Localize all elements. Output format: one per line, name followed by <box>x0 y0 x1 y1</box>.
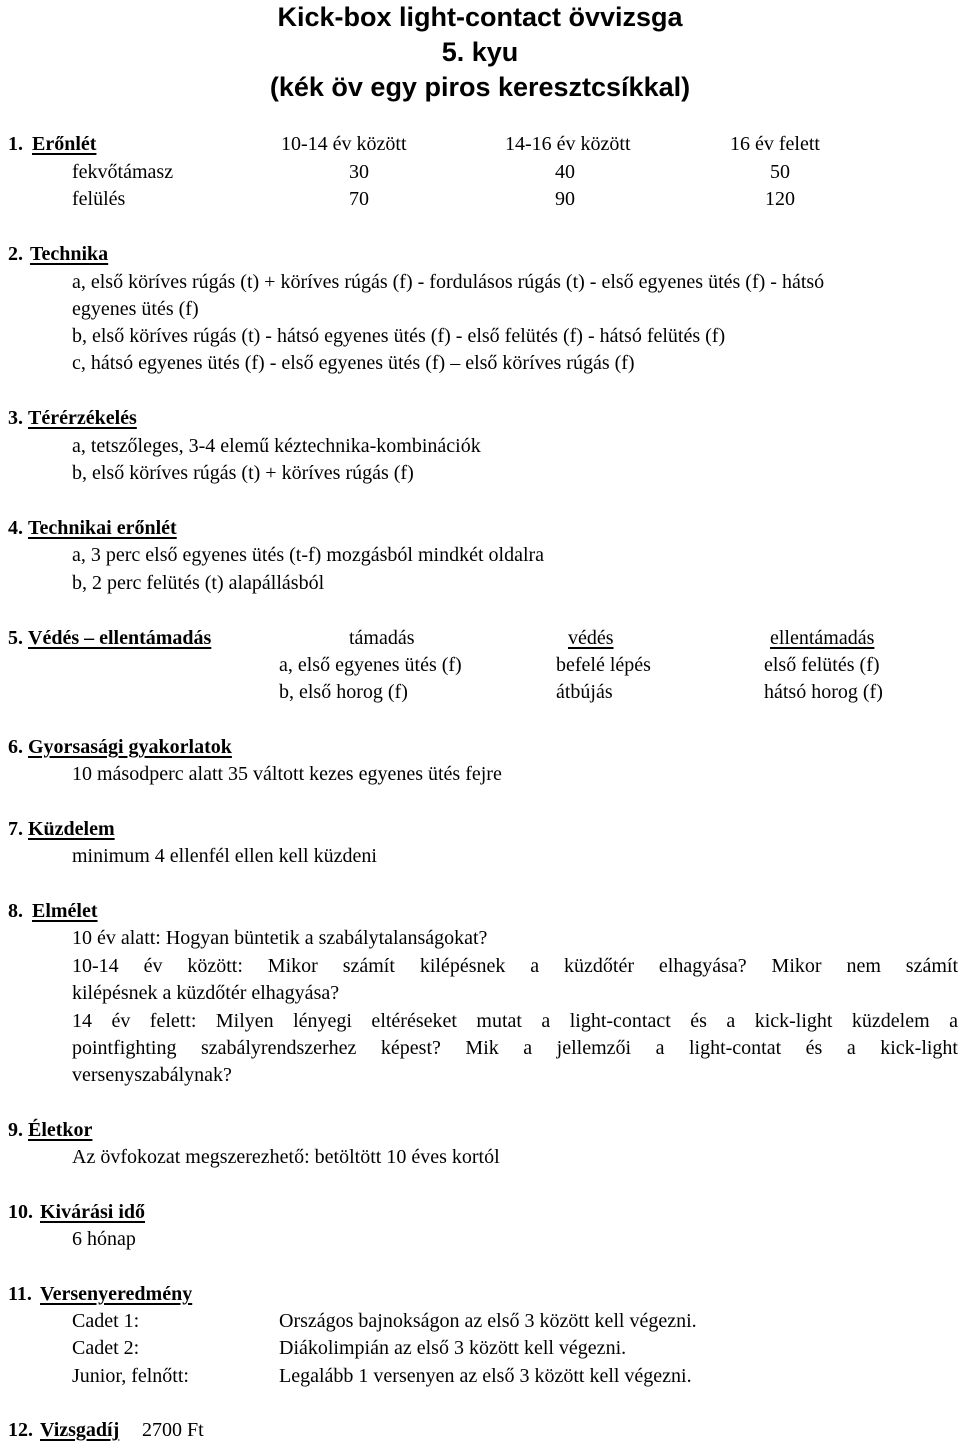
section-5-heading: Védés – ellentámadás <box>28 627 212 649</box>
section-1-row-value: 90 <box>555 188 575 210</box>
section-8-line-3-cont: pointfighting szabályrendszerhez képest? Mik a jellemzői a light-contat és a kick-light <box>72 1037 958 1059</box>
section-5-col-defense: védés <box>568 627 614 649</box>
section-6-heading: Gyorsasági gyakorlatok <box>28 736 232 758</box>
section-6-text: 10 másodperc alatt 35 váltott kezes egyenes ütés fejre <box>72 763 502 785</box>
section-1-row-value: 120 <box>765 188 795 210</box>
section-8-line-1: 10 év alatt: Hogyan büntetik a szabálytalanságokat? <box>72 927 488 949</box>
section-3-number: 3. <box>8 407 23 429</box>
section-5-col-attack: támadás <box>349 627 415 649</box>
section-1-col-1: 10-14 év között <box>281 133 407 155</box>
section-1-number: 1. <box>8 133 23 155</box>
section-11-row-label: Junior, felnőtt: <box>72 1365 189 1387</box>
section-5-row-defense: befelé lépés <box>556 654 651 676</box>
section-7-heading: Küzdelem <box>28 818 115 840</box>
section-1-col-3: 16 év felett <box>730 133 820 155</box>
page-subtitle-belt: (kék öv egy piros keresztcsíkkal) <box>269 72 691 102</box>
section-4-item-b: b, 2 perc felütés (t) alapállásból <box>72 572 325 594</box>
section-9-number: 9. <box>8 1119 23 1141</box>
section-5-row-attack: b, első horog (f) <box>279 681 408 703</box>
section-8-line-3-end: versenyszabálynak? <box>72 1064 232 1086</box>
section-8-line-2: 10-14 év között: Mikor számít kilépésnek a küzdőtér elhagyása? Mikor nem számít <box>72 955 958 977</box>
section-1-row-label: fekvőtámasz <box>72 161 174 183</box>
section-1-heading: Erőnlét <box>32 133 97 155</box>
section-10-text: 6 hónap <box>72 1228 136 1250</box>
section-4-number: 4. <box>8 517 23 539</box>
section-1-row-label: felülés <box>72 188 126 210</box>
section-9-text: Az övfokozat megszerezhető: betöltött 10 éves kortól <box>72 1146 500 1168</box>
section-5-row-counter: első felütés (f) <box>764 654 880 676</box>
section-11-row-text: Diákolimpián az első 3 között kell végezni. <box>279 1337 627 1359</box>
section-8-line-3: 14 év felett: Milyen lényegi eltéréseket mutat a light-contact és a kick-light küzdelem a <box>72 1010 958 1032</box>
section-5-row-defense: átbújás <box>556 681 613 703</box>
section-2-heading: Technika <box>30 243 109 265</box>
section-6-number: 6. <box>8 736 23 758</box>
section-5-col-counter: ellentámadás <box>770 627 875 649</box>
section-7-number: 7. <box>8 818 23 840</box>
section-11-row-text: Legalább 1 versenyen az első 3 között kell végezni. <box>279 1365 692 1387</box>
section-3-item-b: b, első köríves rúgás (t) + köríves rúgás (f) <box>72 462 414 484</box>
section-4-heading: Technikai erőnlét <box>28 517 177 539</box>
section-10-heading: Kivárási idő <box>40 1201 146 1223</box>
section-12-heading: Vizsgadíj <box>40 1419 120 1441</box>
page-subtitle-kyu: 5. kyu <box>441 37 519 67</box>
section-11-row-label: Cadet 2: <box>72 1337 140 1359</box>
section-4-item-a: a, 3 perc első egyenes ütés (t-f) mozgásból mindkét oldalra <box>72 544 545 566</box>
section-8-number: 8. <box>8 900 23 922</box>
section-2-number: 2. <box>8 243 23 265</box>
section-5-number: 5. <box>8 627 23 649</box>
section-11-number: 11. <box>8 1283 32 1305</box>
section-12-number: 12. <box>8 1419 33 1441</box>
section-2-item-a-cont: egyenes ütés (f) <box>72 298 199 320</box>
section-11-row-label: Cadet 1: <box>72 1310 140 1332</box>
section-1-row-value: 40 <box>555 161 575 183</box>
section-5-row-counter: hátsó horog (f) <box>764 681 883 703</box>
section-3-item-a: a, tetszőleges, 3-4 elemű kéztechnika-kombinációk <box>72 435 481 457</box>
section-1-col-2: 14-16 év között <box>505 133 631 155</box>
section-2-item-a: a, első köríves rúgás (t) + köríves rúgás (f) - fordulásos rúgás (t) - első egyenes ütés (f) - hátsó <box>72 271 825 293</box>
section-2-item-c: c, hátsó egyenes ütés (f) - első egyenes ütés (f) – első köríves rúgás (f) <box>72 352 635 374</box>
section-12-text: 2700 Ft <box>142 1419 204 1441</box>
section-1-row-value: 70 <box>349 188 369 210</box>
section-1-row-value: 30 <box>349 161 369 183</box>
section-8-heading: Elmélet <box>32 900 98 922</box>
section-11-row-text: Országos bajnokságon az első 3 között kell végezni. <box>279 1310 697 1332</box>
section-2-item-b: b, első köríves rúgás (t) - hátsó egyenes ütés (f) - első felütés (f) - hátsó felütés (f) <box>72 325 726 347</box>
section-11-heading: Versenyeredmény <box>40 1283 193 1305</box>
section-9-heading: Életkor <box>28 1119 93 1141</box>
page-title: Kick-box light-contact övvizsga <box>277 2 683 32</box>
section-5-row-attack: a, első egyenes ütés (f) <box>279 654 462 676</box>
section-3-heading: Térérzékelés <box>28 407 137 429</box>
section-10-number: 10. <box>8 1201 33 1223</box>
section-1-row-value: 50 <box>770 161 790 183</box>
section-7-text: minimum 4 ellenfél ellen kell küzdeni <box>72 845 377 867</box>
section-8-line-2-cont: kilépésnek a küzdőtér elhagyása? <box>72 982 340 1004</box>
